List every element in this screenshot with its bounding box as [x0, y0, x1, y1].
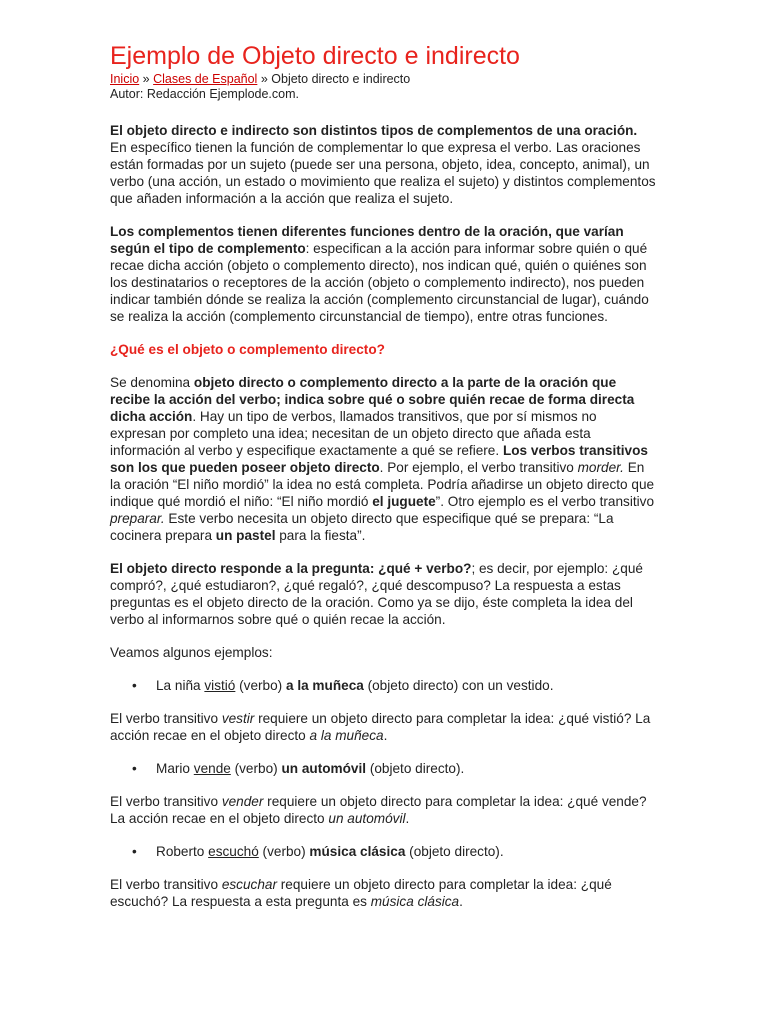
text-span: (objeto directo). — [366, 761, 465, 776]
functions-bold: Los complementos tienen diferentes funciones dentro de la oración, que varían según el tipo de complemento — [110, 224, 624, 256]
italic-span: morder. — [577, 460, 624, 475]
text-span: La niña — [156, 678, 205, 693]
bullet-icon: • — [132, 761, 137, 776]
italic-span: un automóvil — [328, 811, 406, 826]
intro-text: En específico tienen la función de complementar lo que expresa el verbo. Las oraciones están formadas por un sujeto (puede ser una persona, objeto, idea, concepto, animal), un verbo (una acción, un estado o movimiento que realiza el sujeto) y distintos complementos que añaden información a la acción que realiza el sujeto. — [110, 140, 656, 206]
paragraph-question — [110, 560, 656, 628]
text-span: . — [459, 894, 463, 909]
bold-span: El objeto directo responde a la pregunta: ¿qué + verbo? — [110, 561, 472, 576]
text-span: ”. Otro ejemplo es el verbo transitivo — [435, 494, 655, 509]
text-span: . Hay un tipo de verbos, llamados transitivos, que por sí mismos no expresan por completo una idea; necesitan de un objeto directo que añada esta información al verbo y especifique exactamente a qué se refiere. — [110, 409, 597, 458]
example-list — [110, 843, 656, 860]
text-span: El verbo transitivo — [110, 711, 222, 726]
underline-span: vistió — [204, 678, 236, 693]
text-span: requiere un objeto directo para completar la idea: ¿qué escuchó? La respuesta a esta pregunta es — [110, 877, 612, 909]
section-heading-direct-object: ¿Qué es el objeto o complemento directo? — [110, 342, 385, 357]
breadcrumb-current: Objeto directo e indirecto — [271, 72, 411, 86]
text-span: . Por ejemplo, el verbo transitivo — [379, 460, 578, 475]
intro-bold: El objeto directo e indirecto son distintos tipos de complementos de una oración. — [110, 123, 638, 138]
paragraph-example-2-explanation — [110, 793, 656, 827]
text-span: En la oración “El niño mordió” la idea no está completa. Podría añadirse un objeto directo que indique qué mordió el niño: “El niño mordió — [110, 460, 655, 509]
text-span: requiere un objeto directo para completar la idea: ¿qué vistió? La acción recae en el objeto directo — [110, 711, 651, 743]
bold-span: música clásica — [309, 844, 406, 859]
page-title: Ejemplo de Objeto directo e indirecto — [110, 42, 520, 70]
text-span: (verbo) — [230, 761, 282, 776]
bold-span: un automóvil — [281, 761, 367, 776]
bold-span: Los verbos transitivos son los que pueden poseer objeto directo — [110, 443, 648, 475]
paragraph-definition — [110, 374, 656, 544]
text-span: (verbo) — [258, 844, 310, 859]
bold-span: el juguete — [372, 494, 436, 509]
bold-span: un pastel — [215, 528, 276, 543]
breadcrumb — [110, 72, 656, 87]
text-span: El verbo transitivo — [110, 877, 222, 892]
text-span: requiere un objeto directo para completar la idea: ¿qué vende? La acción recae en el objeto directo — [110, 794, 647, 826]
text-span: (objeto directo). — [405, 844, 504, 859]
paragraph-functions — [110, 223, 656, 325]
example-list — [110, 677, 656, 694]
bold-span: objeto directo o complemento directo a la parte de la oración que recibe la acción del verbo; indica sobre qué o sobre quién recae de forma directa dicha acción — [110, 375, 635, 424]
italic-span: preparar. — [110, 511, 165, 526]
text-span: . — [383, 728, 388, 743]
breadcrumb-separator: » — [260, 72, 268, 86]
document-page — [110, 40, 656, 910]
paragraph-example-1-explanation — [110, 710, 656, 744]
bold-span: a la muñeca — [285, 678, 364, 693]
breadcrumb-separator: » — [142, 72, 150, 86]
text-span: Mario — [156, 761, 194, 776]
paragraph-examples-intro: Veamos algunos ejemplos: — [110, 645, 273, 660]
text-span: ; es decir, por ejemplo: ¿qué compró?, ¿qué estudiaron?, ¿qué regaló?, ¿qué descompuso? La respuesta a estas preguntas es el objeto directo de la oración. Como ya se dijo, éste completa la idea del verbo al informarnos sobre qué o quién recae la acción. — [110, 561, 643, 627]
text-span: Roberto — [156, 844, 209, 859]
underline-span: escuchó — [208, 844, 259, 859]
list-item — [110, 843, 656, 860]
list-item — [110, 760, 656, 777]
text-span: El verbo transitivo — [110, 794, 222, 809]
paragraph-intro — [110, 122, 656, 207]
paragraph-example-3-explanation — [110, 876, 656, 910]
author-line: Autor: Redacción Ejemplode.com. — [110, 87, 299, 101]
italic-span: vender — [221, 794, 264, 809]
text-span: (verbo) — [235, 678, 286, 693]
list-item — [110, 677, 656, 694]
italic-span: vestir — [221, 711, 255, 726]
breadcrumb-home-link[interactable]: Inicio — [110, 72, 140, 86]
underline-span: vende — [193, 761, 231, 776]
bullet-icon: • — [132, 844, 137, 859]
italic-span: escuchar — [221, 877, 277, 892]
bullet-icon: • — [132, 678, 137, 693]
text-span: (objeto directo) con un vestido. — [363, 678, 554, 693]
example-list — [110, 760, 656, 777]
text-span: Se denomina — [110, 375, 194, 390]
text-span: . — [405, 811, 410, 826]
breadcrumb-section-link[interactable]: Clases de Español — [153, 72, 258, 86]
text-span: Este verbo necesita un objeto directo que especifique qué se prepara: “La cocinera prepara — [110, 511, 614, 543]
italic-span: a la muñeca — [309, 728, 384, 743]
italic-span: música clásica — [370, 894, 460, 909]
text-span: para la fiesta”. — [275, 528, 366, 543]
functions-text: : especifican a la acción para informar sobre quién o qué recae dicha acción (objeto o complemento directo), nos indican qué, quién o quiénes son los destinatarios o receptores de la acción (objeto o complemento indirecto), nos pueden indicar también dónde se realiza la acción (complemento circunstancial de lugar), cuándo se realiza la acción (complemento circunstancial de tiempo), entre otras funciones. — [110, 241, 649, 324]
